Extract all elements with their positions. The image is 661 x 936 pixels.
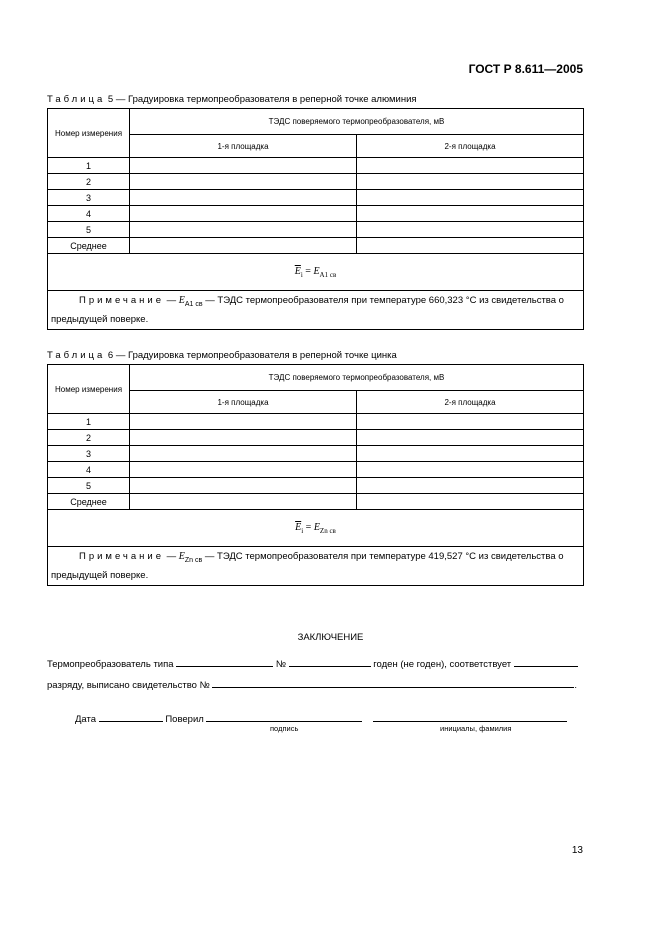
cell-area1: [130, 174, 357, 190]
row-label: 2: [48, 430, 130, 446]
note-label: Примечание: [79, 551, 164, 562]
table5-header-measure: Номер измерения: [48, 109, 130, 158]
table5: [47, 108, 584, 330]
table5-label: Таблица: [47, 94, 106, 105]
standard-code: ГОСТ Р 8.611—2005: [468, 62, 583, 76]
name-caption: инициалы, фамилия: [440, 724, 512, 733]
formula-subscript: i: [301, 526, 304, 535]
page-number: 13: [571, 845, 583, 856]
rank-text: разряду, выписано свидетельство №: [47, 680, 210, 691]
date-label: Дата: [75, 714, 97, 725]
formula-symbol: $\overline{E}$: [294, 265, 301, 277]
table5-header-tedc: ТЭДС поверяемого термопреобразователя, мВ: [130, 109, 584, 135]
cell-area1: [130, 222, 357, 238]
note-symbol: E: [178, 295, 185, 306]
formula-symbol: $\overline{E}$: [295, 521, 302, 533]
cell-area1: [130, 430, 357, 446]
formula-symbol: E: [313, 521, 320, 533]
table-row: [48, 222, 584, 238]
conclusion-title: ЗАКЛЮЧЕНИЕ: [297, 632, 364, 643]
cell-area2: [357, 206, 584, 222]
table-row: [48, 462, 584, 478]
cell-area1: [130, 238, 357, 254]
cell-area1: [130, 190, 357, 206]
table5-formula: [48, 254, 584, 291]
rank-line: разряду, выписано свидетельство № .: [47, 677, 577, 691]
cell-area1: [130, 446, 357, 462]
note-text: — ТЭДС термопреобразователя при температуре 419,527 °С из свидетельства о предыдущей поверке.: [51, 551, 564, 581]
table-row: [48, 494, 584, 510]
table-row: [48, 414, 584, 430]
table6-header-area2: 2-я площадка: [357, 391, 584, 414]
formula-subscript: A1 св: [319, 270, 337, 279]
formula-equals: =: [302, 265, 314, 277]
note-text: — ТЭДС термопреобразователя при температуре 660,323 °С из свидетельства о предыдущей поверке.: [51, 295, 564, 325]
cell-area2: [357, 174, 584, 190]
cell-area2: [357, 190, 584, 206]
type-line: [47, 656, 578, 670]
row-label: Среднее: [48, 494, 130, 510]
note-subscript: Zn св: [184, 557, 203, 564]
table-row: [48, 238, 584, 254]
note-subscript: A1 св: [184, 301, 203, 308]
table6: [47, 364, 584, 586]
number-field[interactable]: [289, 656, 371, 667]
note-dash: —: [164, 551, 179, 562]
row-label: 3: [48, 190, 130, 206]
table6-formula: [48, 510, 584, 547]
cell-area1: [130, 462, 357, 478]
cell-area1: [130, 414, 357, 430]
row-label: 1: [48, 414, 130, 430]
checked-label: Поверил: [165, 714, 204, 725]
table6-header-tedc: ТЭДС поверяемого термопреобразователя, мВ: [130, 365, 584, 391]
cell-area2: [357, 414, 584, 430]
note-symbol: E: [178, 551, 185, 562]
table6-header-measure: Номер измерения: [48, 365, 130, 414]
table-row: [48, 478, 584, 494]
table5-caption: [47, 94, 417, 105]
note-dash: —: [164, 295, 179, 306]
cell-area1: [130, 206, 357, 222]
table-row: [48, 190, 584, 206]
row-label: 2: [48, 174, 130, 190]
cell-area1: [130, 494, 357, 510]
table6-caption-text: 6 — Градуировка термопреобразователя в реперной точке цинка: [107, 350, 397, 361]
signature-field[interactable]: [206, 711, 362, 722]
cell-area1: [130, 478, 357, 494]
cell-area2: [357, 494, 584, 510]
row-label: 5: [48, 478, 130, 494]
row-label: 1: [48, 158, 130, 174]
table-row: [48, 430, 584, 446]
rank-field[interactable]: [514, 656, 578, 667]
formula-subscript: Zn св: [319, 526, 336, 535]
row-label: 4: [48, 462, 130, 478]
cell-area2: [357, 430, 584, 446]
table6-header-area1: 1-я площадка: [130, 391, 357, 414]
table6-caption: [47, 350, 397, 361]
formula-equals: =: [303, 521, 314, 533]
table5-caption-text: 5 — Градуировка термопреобразователя в реперной точке алюминия: [107, 94, 417, 105]
number-label: №: [275, 659, 287, 670]
signature-line: [75, 711, 567, 725]
cell-area2: [357, 158, 584, 174]
table5-note: [48, 291, 584, 330]
fit-text: годен (не годен), соответствует: [373, 659, 512, 670]
row-label: 5: [48, 222, 130, 238]
certificate-field[interactable]: [212, 677, 574, 688]
table6-note: [48, 547, 584, 586]
table5-header-area1: 1-я площадка: [130, 135, 357, 158]
note-label: Примечание: [79, 295, 164, 306]
table-row: [48, 174, 584, 190]
table6-label: Таблица: [47, 350, 106, 361]
table-row: [48, 206, 584, 222]
cell-area2: [357, 446, 584, 462]
cell-area2: [357, 222, 584, 238]
cell-area2: [357, 462, 584, 478]
formula-subscript: i: [300, 270, 303, 279]
cell-area1: [130, 158, 357, 174]
row-label: Среднее: [48, 238, 130, 254]
table-row: [48, 158, 584, 174]
row-label: 4: [48, 206, 130, 222]
formula-symbol: E: [313, 265, 320, 277]
date-field[interactable]: [99, 711, 163, 722]
cell-area2: [357, 238, 584, 254]
table5-header-area2: 2-я площадка: [357, 135, 584, 158]
name-field[interactable]: [373, 711, 567, 722]
cell-area2: [357, 478, 584, 494]
signature-caption: подпись: [270, 724, 299, 733]
table-row: [48, 446, 584, 462]
row-label: 3: [48, 446, 130, 462]
type-field[interactable]: [176, 656, 273, 667]
type-label: Термопреобразователь типа: [47, 659, 174, 670]
